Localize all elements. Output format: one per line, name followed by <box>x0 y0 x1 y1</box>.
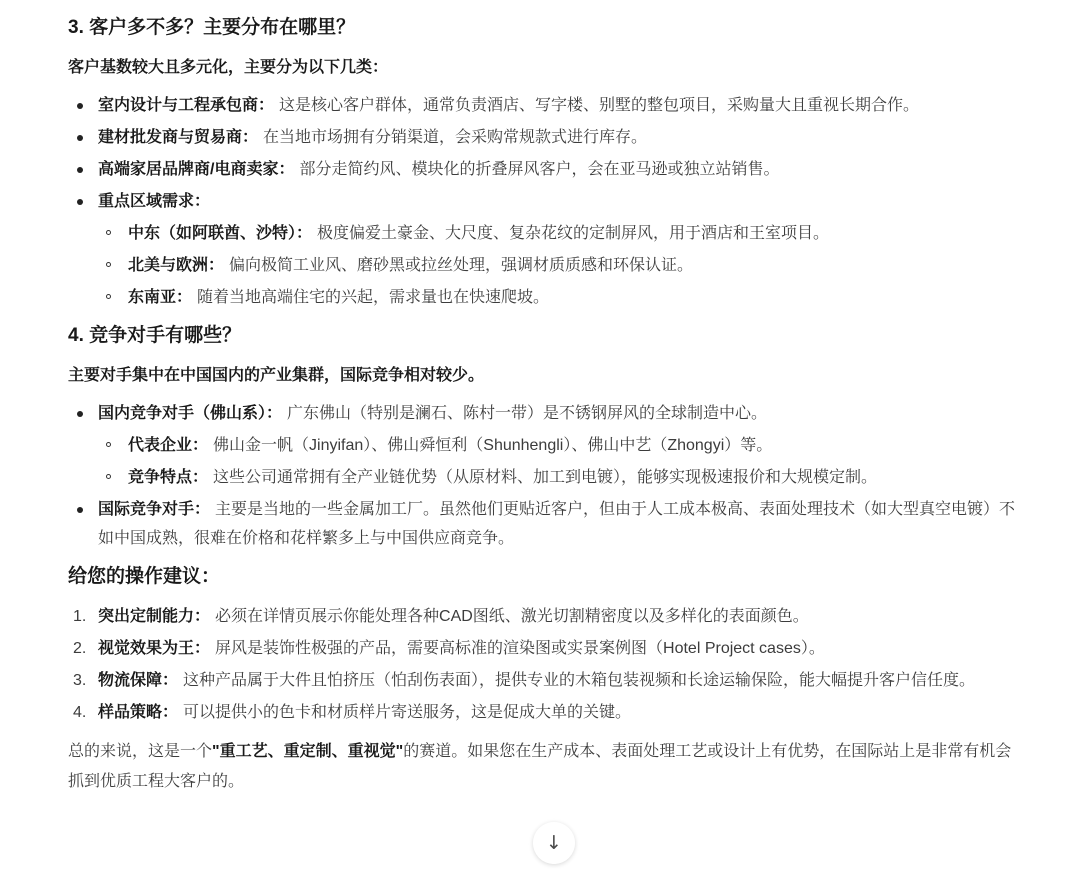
customer-types-list <box>68 91 1016 312</box>
item-text: 部分走简约风、模块化的折叠屏风客户，会在亚马逊或独立站销售。 <box>299 161 780 178</box>
list-item-north-america-europe <box>98 251 1016 280</box>
list-item-logistics <box>68 666 1016 695</box>
arrow-down-icon: ↓ <box>546 831 562 854</box>
competitors-intro: 主要对手集中在中国国内的产业集群，国际竞争相对较少。 <box>68 367 485 384</box>
competitors-list <box>68 399 1016 553</box>
bullet-icon <box>77 103 83 109</box>
circle-bullet-icon <box>106 474 111 479</box>
item-number: 2. <box>73 640 87 657</box>
item-text: 极度偏爱土豪金、大尺度、复杂花纹的定制屏风，用于酒店和王室项目。 <box>317 225 830 242</box>
item-label: 代表企业： <box>128 437 209 454</box>
item-text: 必须在详情页展示你能处理各种CAD图纸、激光切割精密度以及多样化的表面颜色。 <box>215 608 809 625</box>
item-label: 建材批发商与贸易商： <box>98 129 259 146</box>
item-text: 这些公司通常拥有全产业链优势（从原材料、加工到电镀），能够实现极速报价和大规模定制。 <box>213 469 878 486</box>
list-item-competition-traits <box>98 463 1016 492</box>
item-label: 样品策略： <box>98 704 179 721</box>
customers-intro: 客户基数较大且多元化，主要分为以下几类： <box>68 59 389 76</box>
item-label: 高端家居品牌商/电商卖家： <box>98 161 295 178</box>
item-label: 北美与欧洲： <box>128 257 225 274</box>
item-label: 东南亚： <box>128 289 193 306</box>
item-label: 竞争特点： <box>128 469 209 486</box>
item-number: 4. <box>73 704 87 721</box>
closing-paragraph <box>68 737 1016 797</box>
list-item-visuals <box>68 634 1016 663</box>
item-text: 这是核心客户群体，通常负责酒店、写字楼、别墅的整包项目，采购量大且重视长期合作。 <box>279 97 920 114</box>
list-item-home-brands <box>68 155 1016 184</box>
item-text: 主要是当地的一些金属加工厂。虽然他们更贴近客户，但由于人工成本极高、表面处理技术（如大型真空电镀）不如中国成熟，很难在价格和花样繁多上与中国供应商竞争。 <box>98 501 1016 547</box>
region-demand-list <box>98 219 1016 312</box>
bullet-icon <box>77 411 83 417</box>
item-text: 这种产品属于大件且怕挤压（怕刮伤表面），提供专业的木箱包装视频和长途运输保险，能大幅提升客户信任度。 <box>183 672 976 689</box>
item-text: 可以提供小的色卡和材质样片寄送服务，这是促成大单的关键。 <box>183 704 632 721</box>
circle-bullet-icon <box>106 262 111 267</box>
list-item-interior-contractors <box>68 91 1016 120</box>
section-heading-advice: 给您的操作建议： <box>68 566 221 587</box>
item-label: 视觉效果为王： <box>98 640 211 657</box>
list-item-domestic-competitors <box>68 399 1016 492</box>
closing-highlight: "重工艺、重定制、重视觉" <box>212 743 404 760</box>
item-label: 物流保障： <box>98 672 179 689</box>
circle-bullet-icon <box>106 294 111 299</box>
item-label: 国内竞争对手（佛山系）： <box>98 405 283 422</box>
item-text: 在当地市场拥有分销渠道，会采购常规款式进行库存。 <box>263 129 648 146</box>
closing-suffix: 的赛道。如果您在生产成本、表面处理工艺或设计上有优势，在国际站上是非常有机会抓到优质工程大客户的。 <box>68 743 1012 790</box>
list-item-middle-east <box>98 219 1016 248</box>
item-text: 广东佛山（特别是澜石、陈村一带）是不锈钢屏风的全球制造中心。 <box>287 405 768 422</box>
bullet-icon <box>77 167 83 173</box>
closing-prefix: 总的来说，这是一个 <box>68 743 213 760</box>
scroll-to-bottom-button[interactable] <box>533 822 575 864</box>
section-heading-customers: 3. 客户多不多？主要分布在哪里？ <box>68 17 356 38</box>
item-text: 屏风是装饰性极强的产品，需要高标准的渲染图或实景案例图（Hotel Project cases）。 <box>215 640 825 657</box>
bullet-icon <box>77 135 83 141</box>
advice-list <box>68 602 1016 727</box>
item-text: 偏向极简工业风、磨砂黑或拉丝处理，强调材质质感和环保认证。 <box>229 257 694 274</box>
list-item-representative-companies <box>98 431 1016 460</box>
list-item-customization <box>68 602 1016 631</box>
bullet-icon <box>77 507 83 513</box>
list-item-international-competitors <box>68 495 1016 553</box>
item-label: 室内设计与工程承包商： <box>98 97 275 114</box>
item-label: 国际竞争对手： <box>98 501 211 518</box>
section-heading-competitors: 4. 竞争对手有哪些？ <box>68 325 242 346</box>
item-label: 突出定制能力： <box>98 608 211 625</box>
item-label: 中东（如阿联酋、沙特）： <box>128 225 313 242</box>
bullet-icon <box>77 199 83 205</box>
item-number: 1. <box>73 608 87 625</box>
item-label: 重点区域需求： <box>98 193 211 210</box>
circle-bullet-icon <box>106 442 111 447</box>
item-text: 随着当地高端住宅的兴起，需求量也在快速爬坡。 <box>197 289 550 306</box>
list-item-southeast-asia <box>98 283 1016 312</box>
list-item-samples <box>68 698 1016 727</box>
item-number: 3. <box>73 672 87 689</box>
circle-bullet-icon <box>106 230 111 235</box>
domestic-details-list <box>98 431 1016 492</box>
list-item-key-regions <box>68 187 1016 312</box>
item-text: 佛山金一帆（Jinyifan）、佛山舜恒利（Shunhengli）、佛山中艺（Zhongyi）等。 <box>213 437 773 454</box>
list-item-material-wholesalers <box>68 123 1016 152</box>
